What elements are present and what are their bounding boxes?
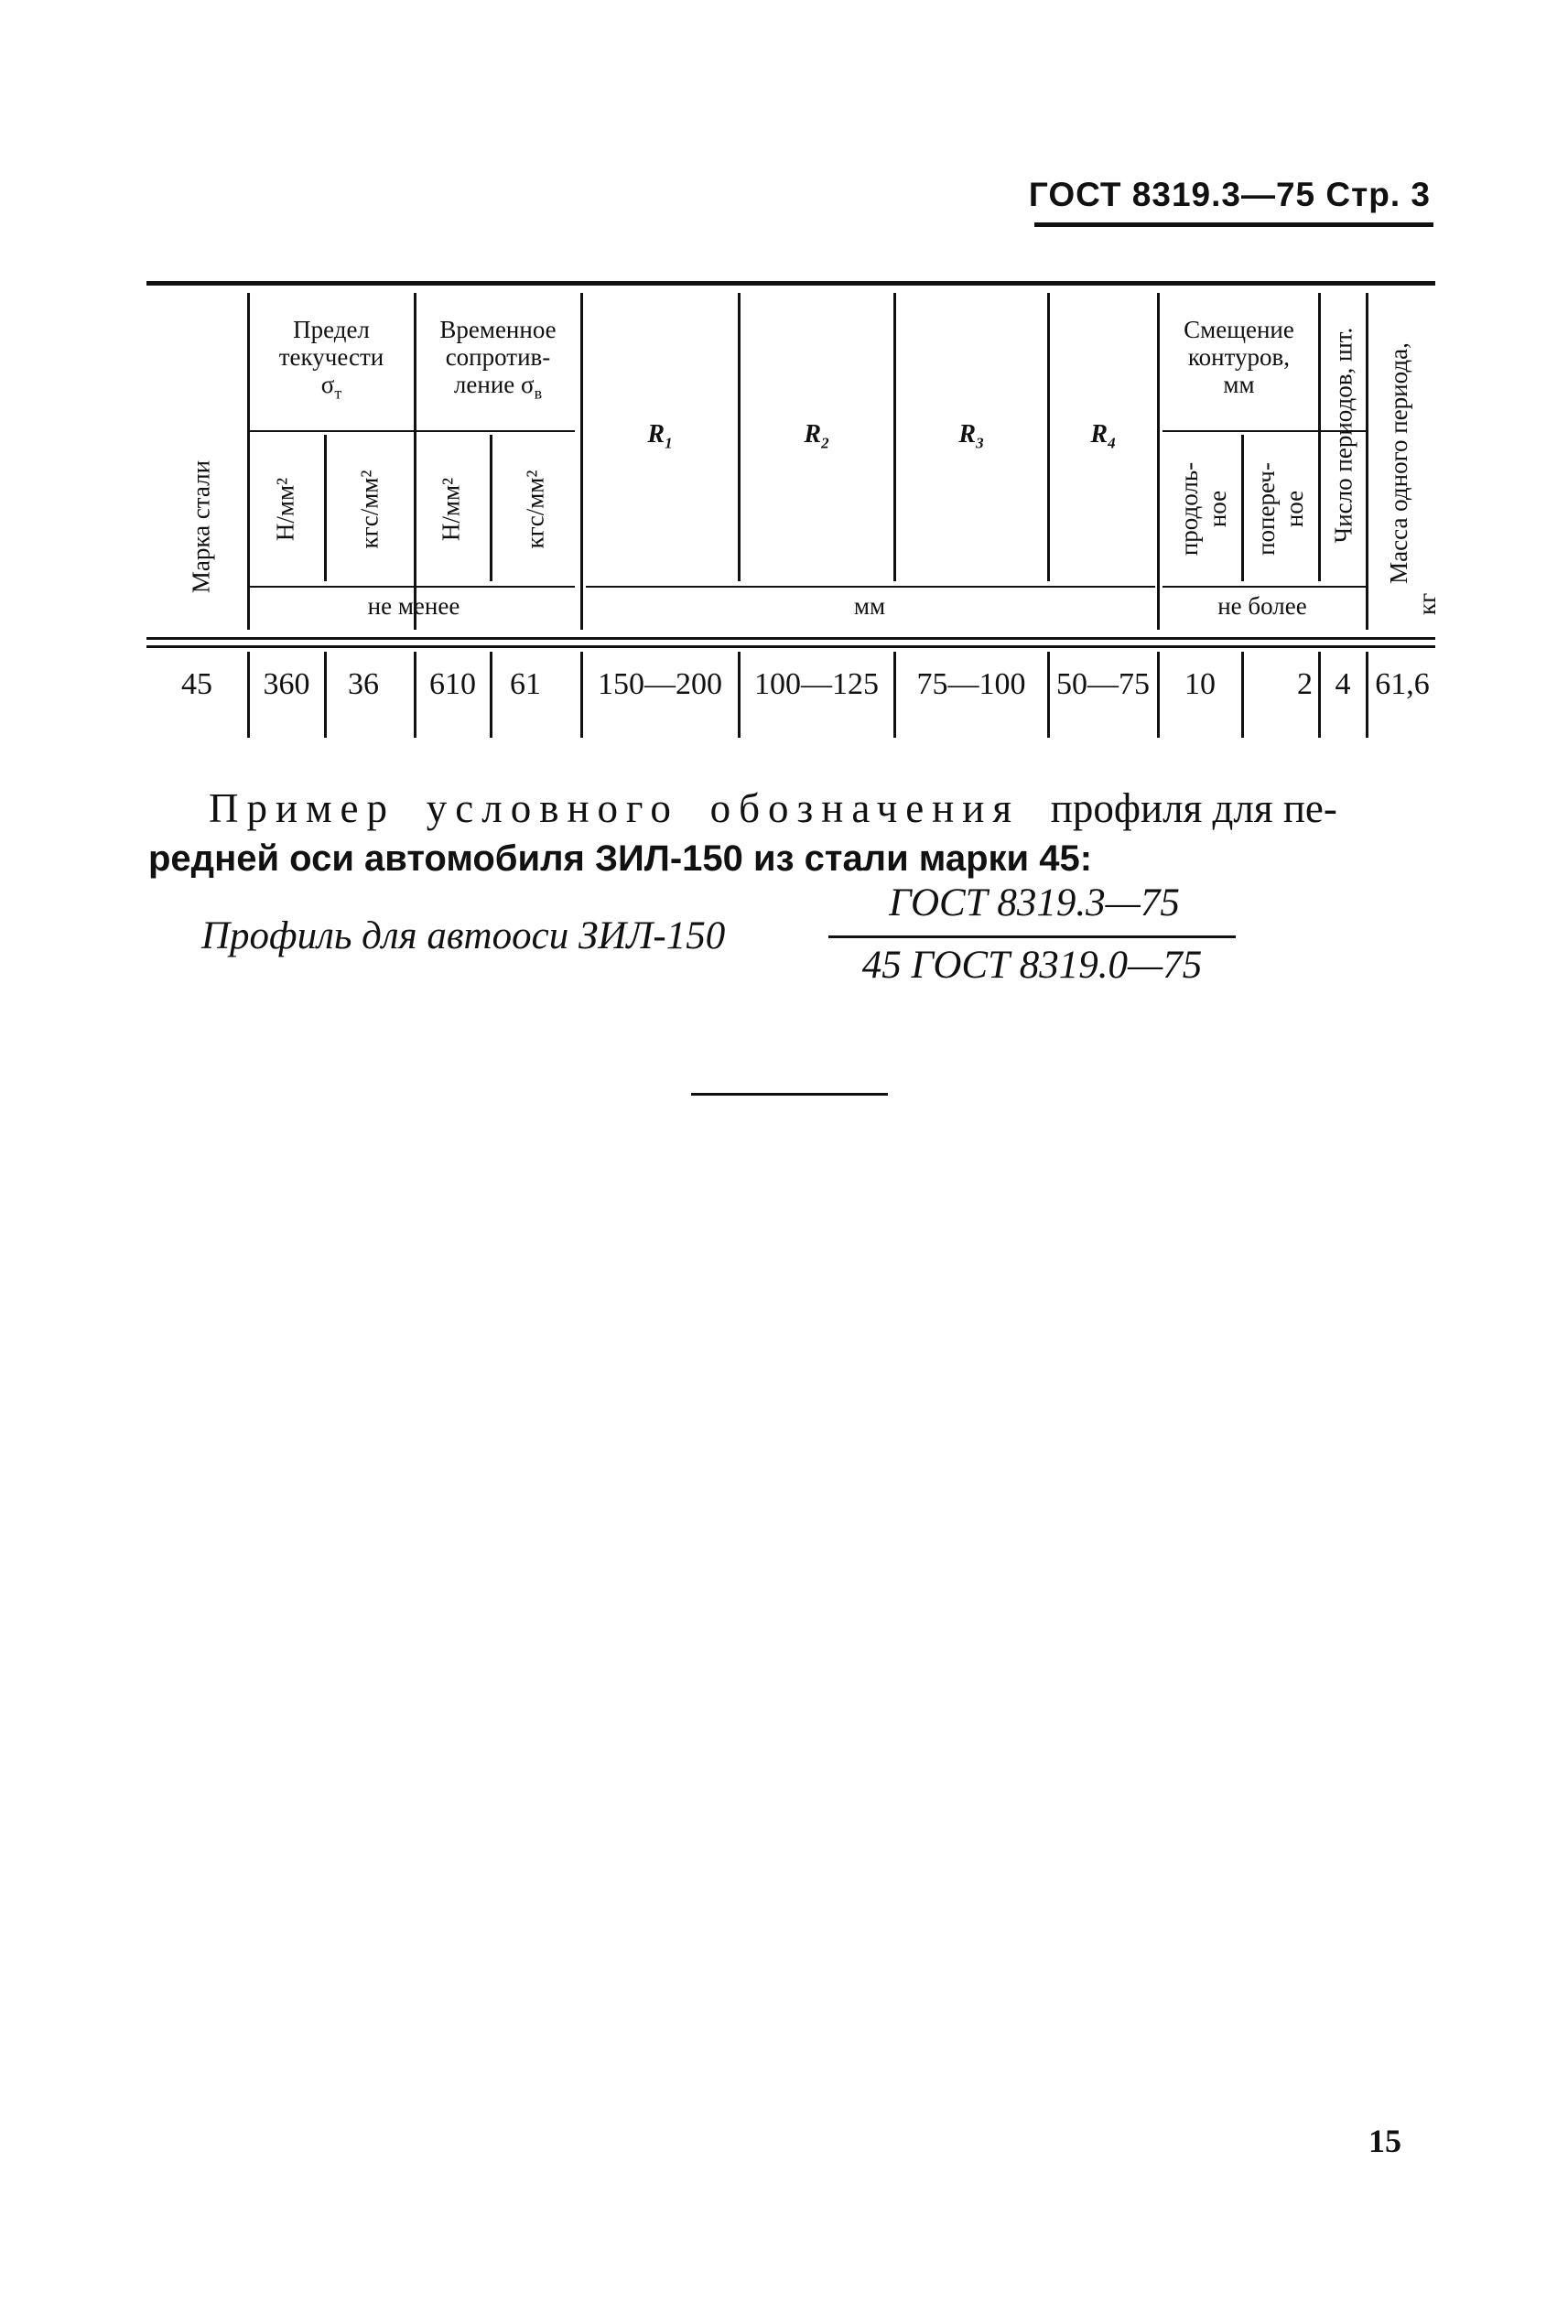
unit-not-more: не более [1217,592,1307,620]
rule-strength-unit [249,586,575,588]
header-periods: Число периодов, шт. [1329,327,1357,544]
cell-r1: 150—200 [598,667,722,701]
rule-strength-sub [249,430,575,432]
example-line-2: редней оси автомобиля ЗИЛ-150 из стали марки 45: [148,838,1093,879]
cell-longitudinal: 10 [1184,667,1216,701]
rule-offset-unit [1162,586,1366,588]
header-r1: $R_1$ [647,420,673,452]
header-transverse: попереч- ное [1252,462,1308,556]
header-unit-n-1: Н/мм² [271,477,299,542]
cell-periods: 4 [1335,667,1351,701]
table-head-rule-2 [146,645,1435,648]
header-r3: $R_3$ [958,420,984,452]
designation-denominator: 45 ГОСТ 8319.0—75 [861,944,1203,987]
cell-tensile-n: 610 [429,667,476,701]
header-unit-kgs-2: кгс/мм² [521,470,549,549]
table-head-rule-1 [146,637,1435,640]
header-tensile: Временное сопротив- ление $\sigma_в$ [439,316,557,403]
vrule-h-11 [1318,293,1321,581]
fraction-bar [828,935,1236,938]
example-line-1: Пример условного обозначения профиля для пе- [209,785,1337,831]
cell-yield-kgs: 36 [348,667,379,701]
cell-yield-n: 360 [263,667,310,701]
vrule-h-12 [1366,293,1368,630]
cell-r3: 75—100 [916,667,1026,701]
vrule-h-5 [580,293,583,630]
designation-text: Профиль для автооси ЗИЛ-150 [201,914,726,957]
cell-r4: 50—75 [1056,667,1150,701]
header-r2: $R_2$ [804,420,829,452]
vrule-h-4 [490,435,492,581]
cell-tensile-kgs: 61 [510,667,541,701]
vrule-h-10 [1241,435,1244,581]
page-number: 15 [1368,2123,1401,2159]
unit-not-less: не менее [367,592,460,620]
closing-rule [691,1093,888,1096]
rule-mm-unit [586,586,1155,588]
header-offset: Смещение контуров, мм [1184,316,1294,398]
designation-numerator: ГОСТ 8319.3—75 [889,881,1180,924]
vrule-h-2 [324,435,327,581]
header-yield: Предел текучести $\sigma_т$ [278,316,384,403]
header-rule [1034,222,1433,227]
header-steel-grade: Марка стали [187,459,215,594]
cell-transverse: 2 [1297,667,1313,701]
cell-mass: 61,6 [1375,667,1430,701]
header-unit-n-2: Н/мм² [437,477,465,542]
header-longitudinal: продоль- ное [1175,461,1231,557]
cell-r2: 100—125 [754,667,879,701]
header-r4: $R_4$ [1090,420,1116,452]
header-mass: Масса одного периода, кг [1385,342,1441,615]
table-top-rule [146,281,1435,286]
page-header: ГОСТ 8319.3—75 Стр. 3 [1028,176,1431,213]
unit-mm: мм [853,592,886,620]
header-unit-kgs-1: кгс/мм² [355,470,384,549]
cell-grade: 45 [181,667,212,701]
